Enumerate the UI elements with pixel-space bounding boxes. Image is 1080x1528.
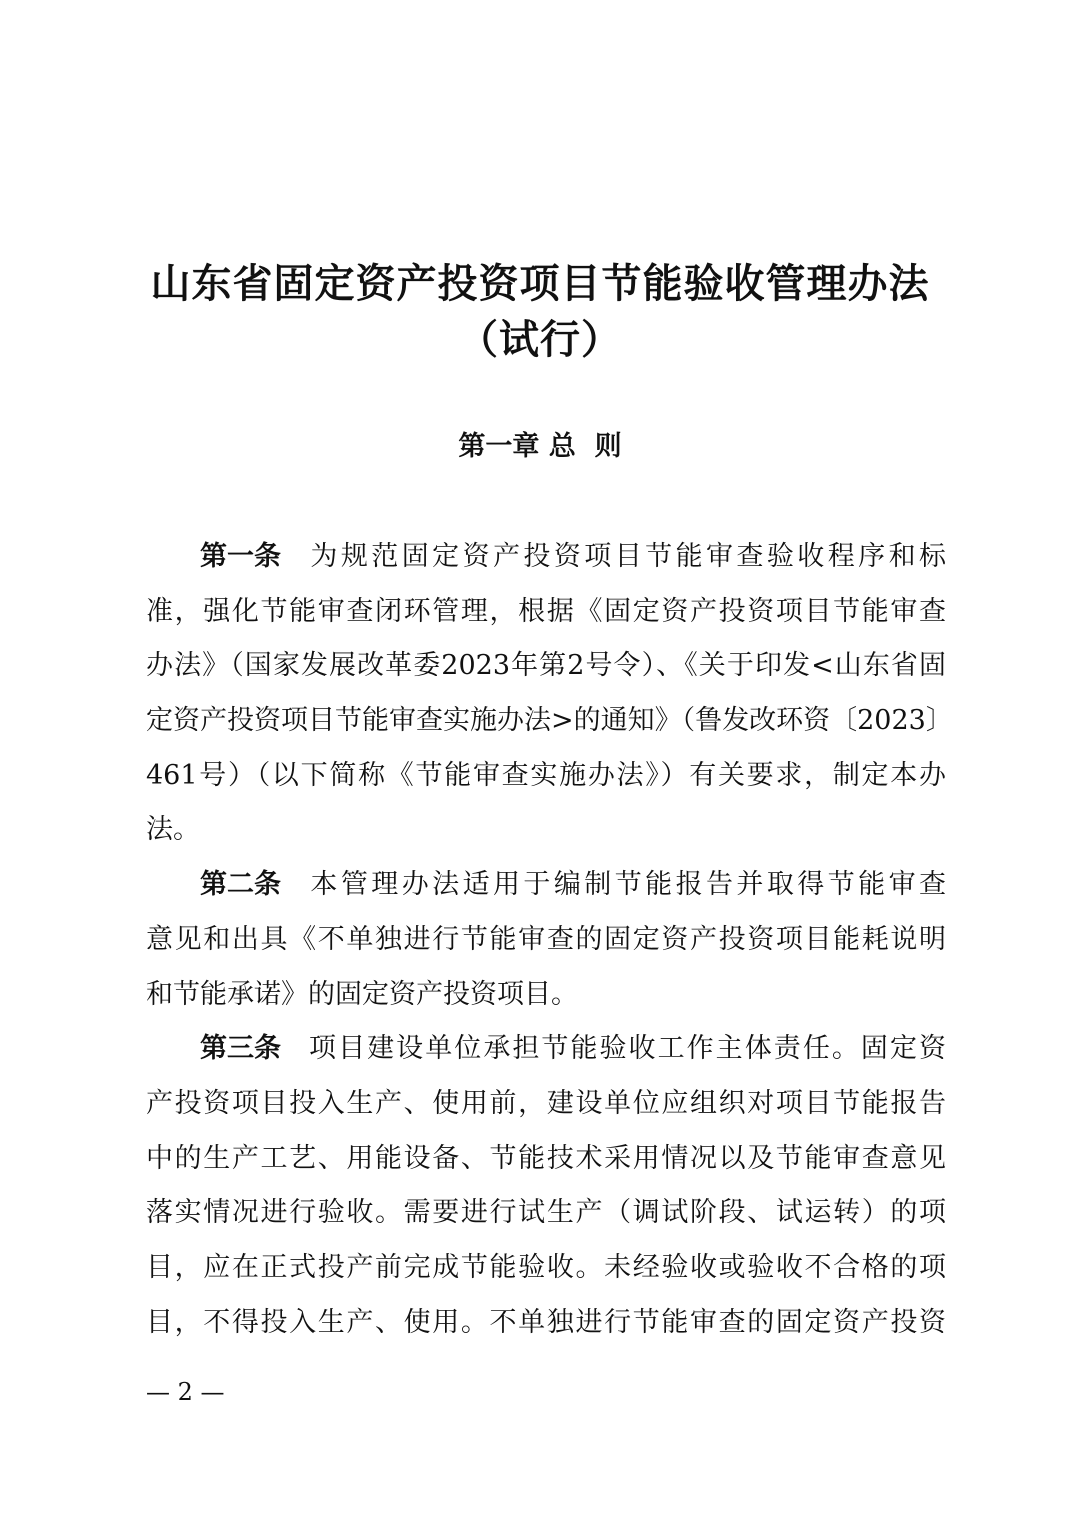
article-1-line: 461号）（以下简称《节能审查实施办法》）有关要求，制定本办 xyxy=(146,759,946,791)
article-text: 本管理办法适用于编制节能报告并取得节能审查 xyxy=(307,869,946,901)
article-1-line: 办法》（国家发展改革委2023年第2号令）、《关于印发<山东省固 xyxy=(146,650,946,682)
document-title: 山东省固定资产投资项目节能验收管理办法 xyxy=(150,261,930,307)
article-label: 第三条 xyxy=(200,1033,281,1065)
chapter-heading: 第一章 总 则 xyxy=(458,431,622,462)
document-body xyxy=(146,530,953,1350)
article-3-line: 中的生产工艺、用能设备、节能技术采用情况以及节能审查意见 xyxy=(146,1142,946,1174)
article-3-line: 落实情况进行验收。需要进行试生产（调试阶段、试运转）的项 xyxy=(146,1197,946,1229)
article-2-line: 和节能承诺》的固定资产投资项目。 xyxy=(146,978,578,1010)
article-text: 项目建设单位承担节能验收工作主体责任。固定资 xyxy=(307,1033,946,1065)
article-3-line: 目，不得投入生产、使用。不单独进行节能审查的固定资产投资 xyxy=(146,1306,946,1338)
article-1-line: 法。 xyxy=(146,814,200,846)
article-2-line xyxy=(146,858,946,913)
article-3-line: 目，应在正式投产前完成节能验收。未经验收或验收不合格的项 xyxy=(146,1251,946,1283)
article-1-line xyxy=(146,530,946,585)
article-1-line: 定资产投资项目节能审查实施办法>的通知》（鲁发改环资〔2023〕 xyxy=(146,705,953,737)
article-text: 为规范固定资产投资项目节能审查验收程序和标 xyxy=(307,541,946,572)
article-1-line: 准，强化节能审查闭环管理，根据《固定资产投资项目节能审查 xyxy=(146,595,946,627)
article-label: 第一条 xyxy=(200,541,281,572)
page-number: — 2 — xyxy=(146,1378,225,1406)
article-label: 第二条 xyxy=(200,869,281,901)
article-2-line: 意见和出具《不单独进行节能审查的固定资产投资项目能耗说明 xyxy=(146,923,946,955)
article-3-line: 产投资项目投入生产、使用前，建设单位应组织对项目节能报告 xyxy=(146,1087,946,1119)
document-subtitle: （试行） xyxy=(458,317,622,363)
article-3-line xyxy=(146,1022,946,1077)
